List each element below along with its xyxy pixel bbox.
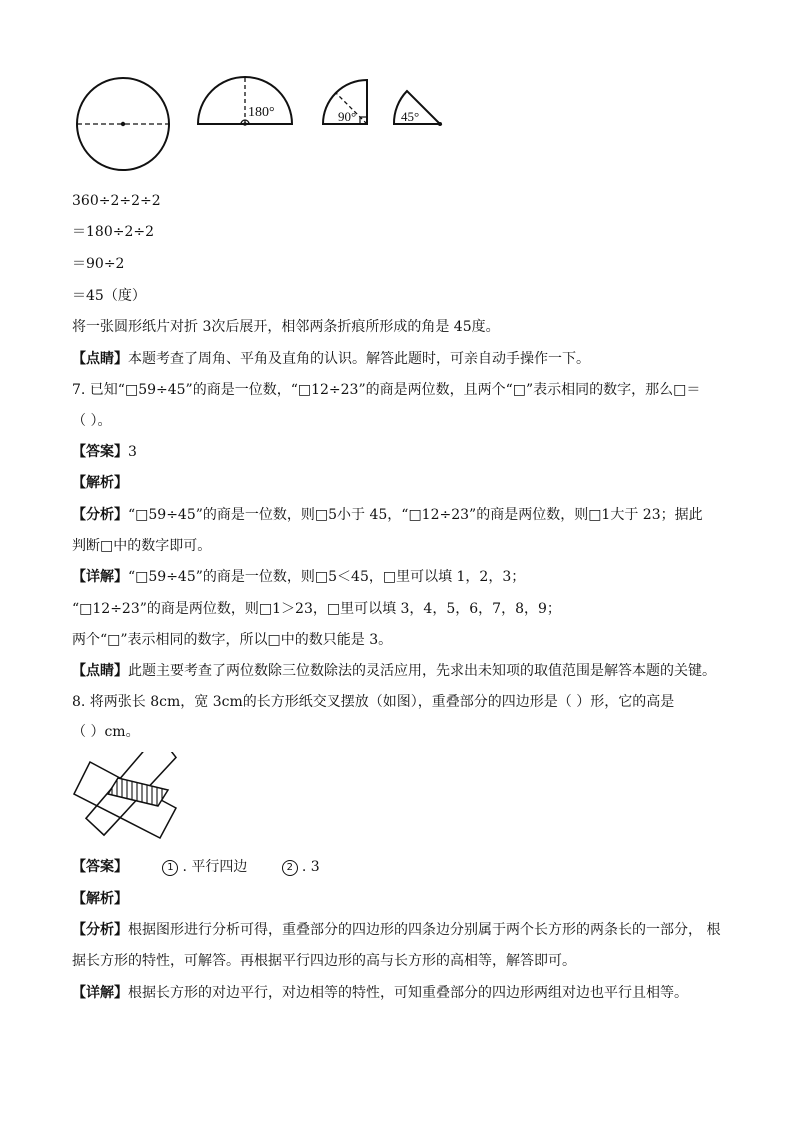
q6-comment <box>72 349 732 369</box>
overlap-parallelogram <box>108 772 168 812</box>
comment-text: 本题考查了周角、平角及直角的认识。解答此题时，可亲自动手操作一下。 <box>128 351 590 367</box>
q8-detail-line-1 <box>72 983 732 1003</box>
semicircle-shape <box>198 77 292 126</box>
detail-tag: 【详解】 <box>72 985 128 1001</box>
circle-folding-figure <box>70 74 450 176</box>
q7-answer <box>72 442 732 462</box>
q8-question-line-2: （ ）cm。 <box>72 724 140 740</box>
answer-tag: 【答案】 <box>72 859 128 875</box>
q7-comment <box>72 661 732 681</box>
calc-line-2: ＝180÷2÷2 <box>72 224 154 240</box>
q8-fenxi-line-2: 据长方形的特性，可解答。再根据平行四边形的高与长方形的高相等，解答即可。 <box>72 953 576 969</box>
quarter-angle-label: 90° <box>338 109 357 124</box>
q7-analysis-tag: 【解析】 <box>72 475 128 491</box>
fenxi-text: “□59÷45”的商是一位数，则□5小于 45，“□12÷23”的商是两位数，则□1大于 23；据此 <box>128 507 703 523</box>
calc-line-1: 360÷2÷2÷2 <box>72 193 161 209</box>
comment-text: 此题主要考查了两位数除三位数除法的灵活应用，先求出未知项的取值范围是解答本题的关键。 <box>128 663 716 679</box>
circled-number: 2 <box>282 860 298 876</box>
q6-conclusion: 将一张圆形纸片对折 3次后展开，相邻两条折痕所形成的角是 45度。 <box>72 319 500 335</box>
calc-line-3: ＝90÷2 <box>72 256 125 272</box>
comment-tag: 【点睛】 <box>72 663 128 679</box>
q8-question-line-1: 8. 将两张长 8cm，宽 3cm的长方形纸交叉摆放（如图），重叠部分的四边形是（ ）形，它的高是 <box>72 694 675 710</box>
answer-item-text: . 3 <box>301 859 320 875</box>
answer-value: 3 <box>128 444 137 460</box>
detail-text: 根据长方形的对边平行，对边相等的特性，可知重叠部分的四边形两组对边也平行且相等。 <box>128 985 688 1001</box>
q8-fenxi-line-1 <box>72 920 732 940</box>
comment-tag: 【点睛】 <box>72 351 128 367</box>
semicircle-angle-label: 180° <box>248 105 275 120</box>
calc-line-4: ＝45（度） <box>72 288 146 304</box>
q7-question-line-1: 7. 已知“□59÷45”的商是一位数，“□12÷23”的商是两位数，且两个“□”表示相同的数字，那么□＝ <box>72 382 701 398</box>
full-circle-shape <box>77 78 169 170</box>
q7-detail-line-1 <box>72 567 732 587</box>
eighth-angle-label: 45° <box>401 109 420 124</box>
q7-question-line-2: （ ）。 <box>72 413 112 429</box>
fenxi-tag: 【分析】 <box>72 507 128 523</box>
q7-detail-line-2: “□12÷23”的商是两位数，则□1＞23，□里可以填 3，4，5，6，7，8，9； <box>72 601 561 617</box>
answer-tag: 【答案】 <box>72 444 128 460</box>
detail-text: “□59÷45”的商是一位数，则□5＜45，□里可以填 1，2，3； <box>128 569 526 585</box>
q7-fenxi-line-2: 判断□中的数字即可。 <box>72 538 212 554</box>
circled-number: 1 <box>162 860 178 876</box>
detail-tag: 【详解】 <box>72 569 128 585</box>
q7-detail-line-3: 两个“□”表示相同的数字，所以□中的数只能是 3。 <box>72 632 393 648</box>
q8-analysis-tag: 【解析】 <box>72 891 128 907</box>
q8-answer <box>72 857 732 877</box>
fenxi-text: 根据图形进行分析可得，重叠部分的四边形的四条边分别属于两个长方形的两条长的一部分， 根 <box>128 922 721 938</box>
answer-item-2 <box>282 857 320 877</box>
fenxi-tag: 【分析】 <box>72 922 128 938</box>
q7-fenxi-line-1 <box>72 505 732 525</box>
crossed-rectangles-figure <box>70 752 182 840</box>
answer-item-1 <box>162 857 247 877</box>
answer-item-text: . 平行四边 <box>182 859 248 875</box>
